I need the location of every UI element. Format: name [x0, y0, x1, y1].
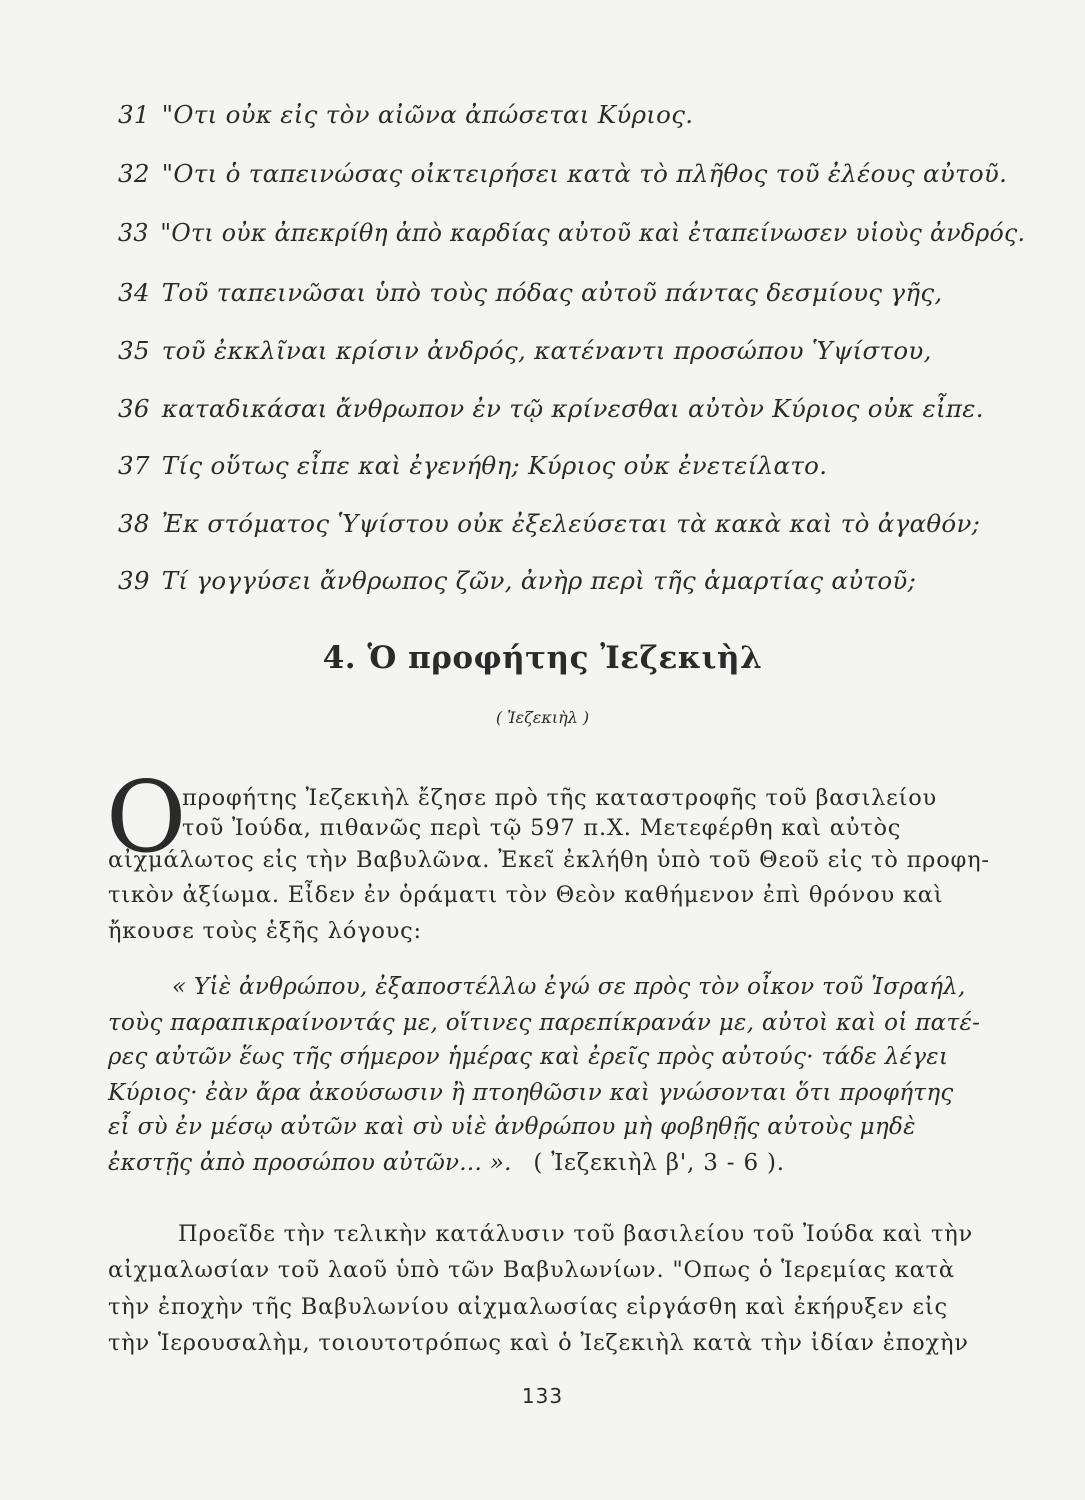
closing-line: αἰχμαλωσίαν τοῦ λαοῦ ὑπὸ τῶν Βαβυλωνίων. "Οπως ὁ Ἱερεμίας κατὰ: [108, 1257, 955, 1283]
quote-line: « Υἱὲ ἀνθρώπου, ἐξαποστέλλω ἐγώ σε πρὸς τὸν οἶκον τοῦ Ἰσραήλ,: [172, 974, 966, 1000]
page-number: 133: [521, 1384, 564, 1408]
verse-number: 34: [118, 278, 150, 307]
verse-39: [118, 566, 916, 595]
closing-line: τὴν Ἱερουσαλὴμ, τοιουτοτρόπως καὶ ὁ Ἰεζεκιὴλ κατὰ τὴν ἰδίαν ἐποχὴν: [108, 1330, 969, 1356]
intro-line: προφήτης Ἰεζεκιὴλ ἔζησε πρὸ τῆς καταστροφῆς τοῦ βασιλείου: [182, 785, 938, 811]
quote-text: ἐκστῇς ἀπὸ προσώπου αὐτῶν... ».: [108, 1150, 512, 1176]
intro-line: τικὸν ἀξίωμα. Εἶδεν ἐν ὁράματι τὸν Θεὸν καθήμενον ἐπὶ θρόνου καὶ: [108, 882, 944, 908]
scripture-reference: ( Ἰεζεκιὴλ β', 3 - 6 ).: [533, 1150, 785, 1176]
closing-line: Προεῖδε τὴν τελικὴν κατάλυσιν τοῦ βασιλείου τοῦ Ἰούδα καὶ τὴν: [178, 1221, 974, 1247]
verse-text: "Οτι ὁ ταπεινώσας οἰκτειρήσει κατὰ τὸ πλῆθος τοῦ ἐλέους αὐτοῦ.: [161, 159, 1008, 188]
quote-line: Κύριος· ἐὰν ἄρα ἀκούσωσιν ἢ πτοηθῶσιν καὶ γνώσονται ὅτι προφήτης: [108, 1080, 954, 1106]
verse-33: [118, 218, 1025, 247]
verse-number: 37: [118, 451, 150, 480]
intro-line: αἰχμάλωτος εἰς τὴν Βαβυλῶνα. Ἐκεῖ ἐκλήθη ὑπὸ τοῦ Θεοῦ εἰς τὸ προφη-: [108, 847, 990, 873]
quote-line: ρες αὐτῶν ἕως τῆς σήμερον ἡμέρας καὶ ἐρεῖς πρὸς αὐτούς· τάδε λέγει: [108, 1044, 949, 1070]
verse-37: [118, 451, 827, 480]
intro-line: τοῦ Ἰούδα, πιθανῶς περὶ τῷ 597 π.Χ. Μετεφέρθη καὶ αὐτὸς: [182, 815, 902, 841]
verse-text: Τίς οὕτως εἶπε καὶ ἐγενήθη; Κύριος οὐκ ἐνετείλατο.: [161, 451, 828, 480]
section-subheading: ( Ἰεζεκιὴλ ): [495, 708, 590, 727]
quote-line: τοὺς παραπικραίνοντάς με, οἵτινες παρεπίκρανάν με, αὐτοὶ καὶ οἱ πατέ-: [108, 1010, 981, 1036]
verse-text: Τί γογγύσει ἄνθρωπος ζῶν, ἀνὴρ περὶ τῆς ἁμαρτίας αὐτοῦ;: [161, 566, 917, 595]
drop-cap: Ο: [106, 761, 187, 875]
verse-number: 35: [118, 336, 150, 365]
verse-number: 31: [118, 100, 150, 129]
verse-text: "Οτι οὐκ ἀπεκρίθη ἀπὸ καρδίας αὐτοῦ καὶ ἐταπείνωσεν υἱοὺς ἀνδρός.: [160, 218, 1026, 247]
verse-text: Τοῦ ταπεινῶσαι ὑπὸ τοὺς πόδας αὐτοῦ πάντας δεσμίους γῆς,: [161, 278, 943, 307]
verse-number: 39: [118, 566, 150, 595]
quote-line-last: [108, 1150, 785, 1176]
verse-text: καταδικάσαι ἄνθρωπον ἐν τῷ κρίνεσθαι αὐτὸν Κύριος οὐκ εἶπε.: [161, 394, 984, 423]
verse-number: 38: [118, 509, 150, 538]
verse-36: [118, 394, 984, 423]
verse-number: 33: [118, 218, 149, 247]
verse-number: 32: [118, 159, 150, 188]
section-heading: 4. Ὁ προφήτης Ἰεζεκιὴλ: [322, 640, 763, 676]
verse-text: Ἐκ στόματος Ὑψίστου οὐκ ἐξελεύσεται τὰ κακὰ καὶ τὸ ἀγαθόν;: [161, 509, 981, 538]
verse-31: [118, 100, 693, 129]
verse-35: [118, 336, 932, 365]
closing-line: τὴν ἐποχὴν τῆς Βαβυλωνίου αἰχμαλωσίας εἰργάσθη καὶ ἐκήρυξεν εἰς: [108, 1294, 948, 1320]
verse-text: τοῦ ἐκκλῖναι κρίσιν ἀνδρός, κατέναντι προσώπου Ὑψίστου,: [161, 336, 932, 365]
verse-text: "Οτι οὐκ εἰς τὸν αἰῶνα ἀπώσεται Κύριος.: [161, 100, 694, 129]
verse-number: 36: [118, 394, 150, 423]
verse-34: [118, 278, 942, 307]
quote-line: εἶ σὺ ἐν μέσῳ αὐτῶν καὶ σὺ υἱὲ ἀνθρώπου μὴ φοβηθῇς αὐτοὺς μηδὲ: [108, 1114, 916, 1140]
intro-line: ἤκουσε τοὺς ἑξῆς λόγους:: [108, 918, 422, 944]
verse-32: [118, 159, 1007, 188]
verse-38: [118, 509, 980, 538]
